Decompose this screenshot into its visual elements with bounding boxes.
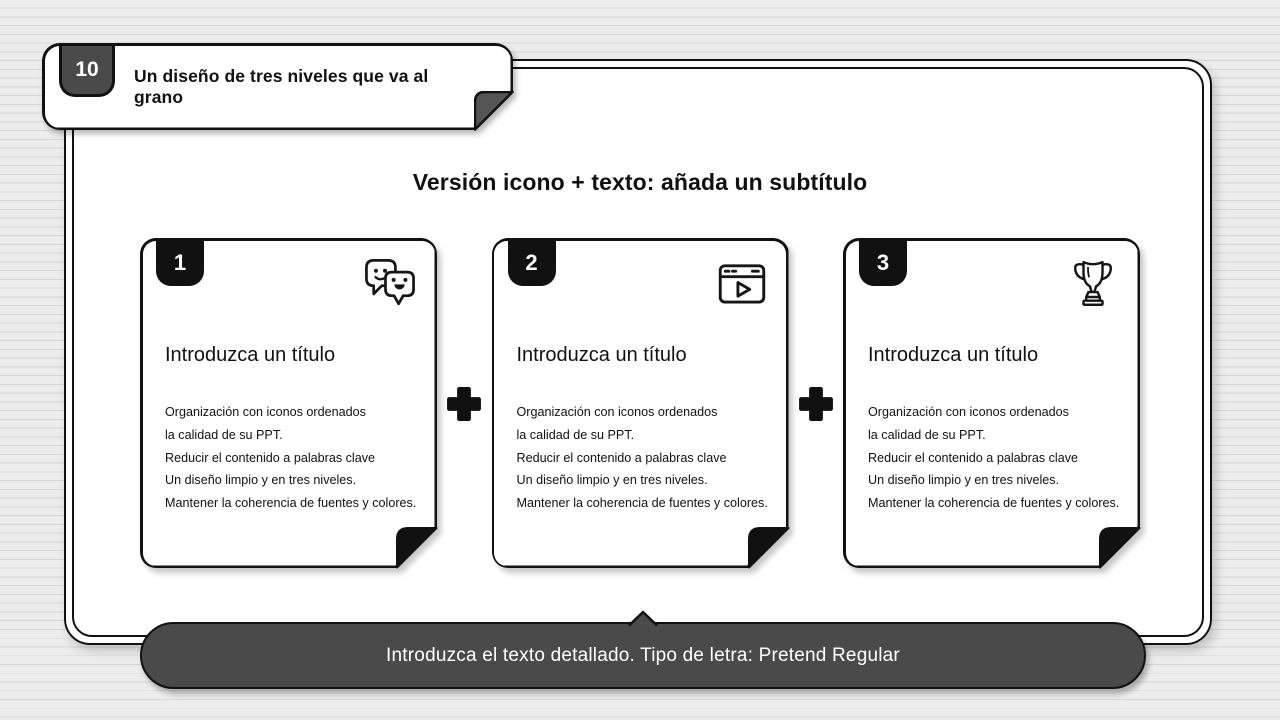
plus-icon	[446, 386, 482, 422]
plus-separator	[437, 238, 492, 568]
chat-smileys-icon	[361, 254, 419, 312]
card-title: Introduzca un título	[868, 344, 1039, 366]
trophy-icon	[1064, 254, 1122, 312]
card-title: Introduzca un título	[516, 344, 687, 366]
card-line: Organización con iconos ordenados	[165, 405, 366, 419]
card-number-badge	[156, 241, 204, 286]
card-line: Un diseño limpio y en tres niveles.	[165, 473, 357, 488]
page-number-badge	[59, 46, 115, 97]
page-number: 10	[75, 57, 99, 81]
card-line: Mantener la coherencia de fuentes y colores.	[516, 496, 768, 511]
plus-separator	[789, 238, 844, 568]
card-number: 1	[173, 250, 187, 275]
card-line: la calidad de su PPT.	[516, 427, 635, 442]
card-2	[492, 238, 789, 568]
card-line: Mantener la coherencia de fuentes y colores.	[165, 496, 417, 511]
header-tab	[42, 43, 513, 130]
card-line: Organización con iconos ordenados	[868, 405, 1069, 419]
card-1	[140, 238, 437, 568]
folded-corner-icon	[1099, 527, 1141, 569]
card-line: Reducir el contenido a palabras clave	[165, 450, 376, 465]
card-number-badge	[508, 241, 556, 286]
footer-text: Introduzca el texto detallado. Tipo de letra: Pretend Regular	[386, 644, 900, 666]
card-line: Un diseño limpio y en tres niveles.	[868, 473, 1060, 488]
card-line: Organización con iconos ordenados	[516, 405, 718, 419]
header-title: Un diseño de tres niveles que va al grano	[134, 65, 429, 107]
folded-corner-icon	[396, 527, 438, 569]
footer-bar	[140, 622, 1146, 689]
slide-title: Versión icono + texto: añada un subtítulo	[412, 169, 868, 195]
card-line: Un diseño limpio y en tres niveles.	[516, 473, 708, 488]
card-body	[868, 401, 1134, 515]
cards-row	[140, 238, 1140, 568]
card-line: la calidad de su PPT.	[868, 427, 986, 442]
card-number: 3	[876, 250, 890, 275]
plus-icon	[798, 386, 834, 422]
card-body	[517, 401, 783, 515]
browser-play-icon	[713, 254, 771, 312]
folded-corner-icon	[748, 527, 790, 569]
card-number: 2	[525, 250, 538, 275]
card-title: Introduzca un título	[165, 344, 336, 366]
card-line: la calidad de su PPT.	[165, 427, 283, 442]
card-line: Mantener la coherencia de fuentes y colores.	[868, 496, 1120, 511]
card-line: Reducir el contenido a palabras clave	[516, 450, 727, 465]
card-line: Reducir el contenido a palabras clave	[868, 450, 1079, 465]
card-body	[165, 401, 431, 515]
speech-pointer-icon	[627, 610, 659, 628]
folded-corner-icon	[474, 91, 514, 131]
card-3	[843, 238, 1140, 568]
card-number-badge	[859, 241, 907, 286]
